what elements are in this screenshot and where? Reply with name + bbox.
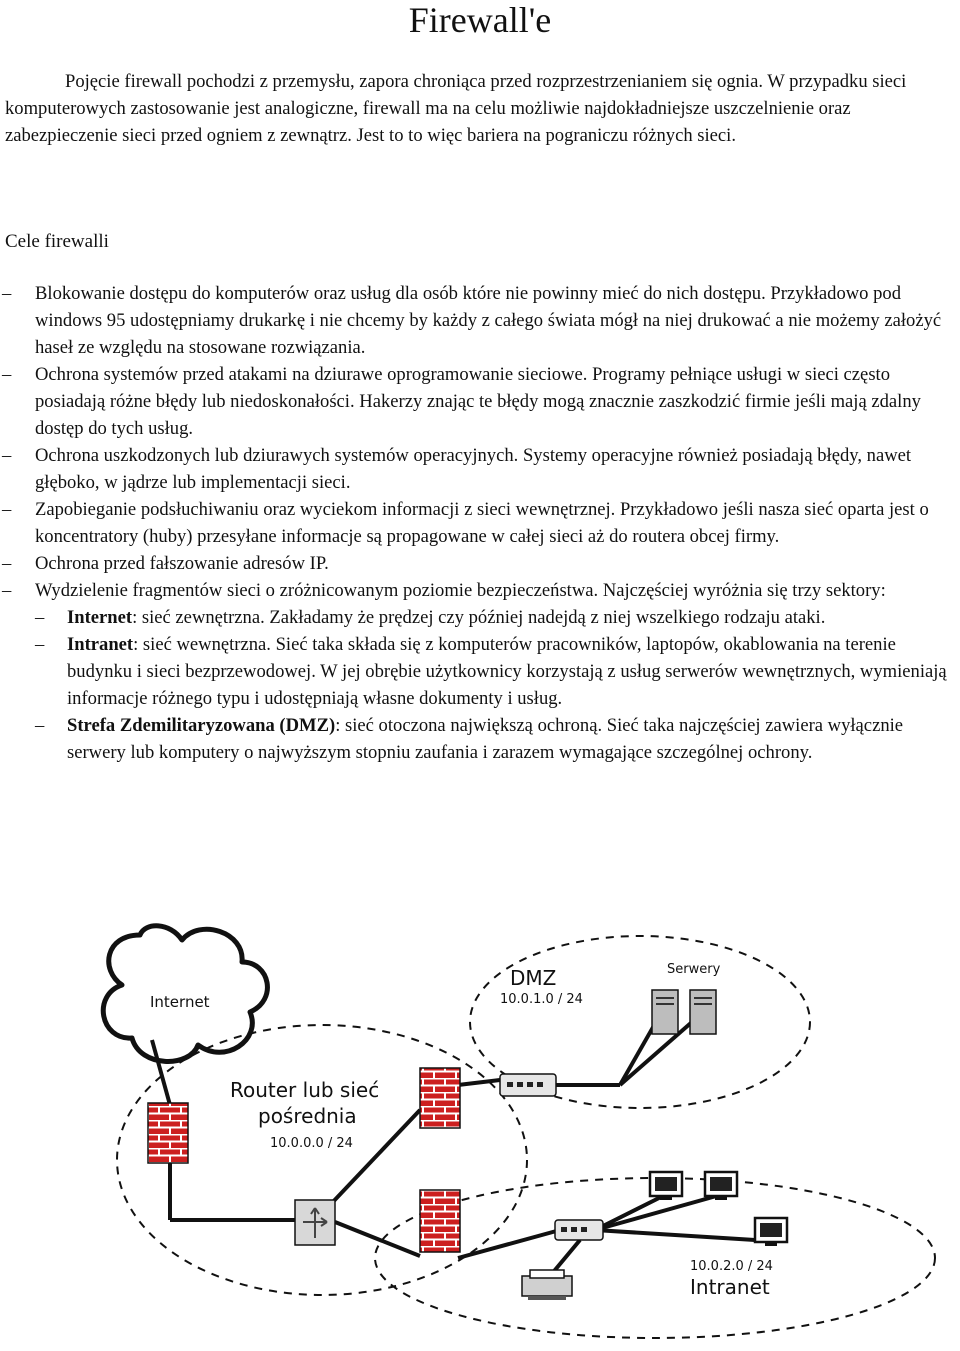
sector-desc: : sieć otoczona największą ochroną. Sieć taka najczęściej zawiera wyłącznie serwery lub komputery o najwyższym stopniu zaufania i zarazem wymagające szczególnej ochrony. — [67, 715, 904, 763]
goal-text: Ochrona uszkodzonych lub dziurawych systemów operacyjnych. Systemy operacyjne również posiadają błędy, nawet głęboko, w jądrze lub implementacji sieci. — [35, 445, 912, 493]
sector-desc: : sieć zewnętrzna. Zakładamy że prędzej czy później nadejdą z niej wszelkiego rodzaju ataki. — [132, 607, 826, 628]
computer-icon — [650, 1172, 682, 1200]
printer-icon — [522, 1270, 572, 1300]
computer-icon — [755, 1218, 787, 1246]
sectors-list — [35, 604, 957, 766]
sector-item-dmz — [35, 712, 957, 766]
firewall-icon — [420, 1068, 460, 1128]
goal-text: Blokowanie dostępu do komputerów oraz usług dla osób które nie powinny mieć do nich dostępu. Przykładowo pod windows 95 udostępniamy drukarkę i nie chcemy by każdy z całego świata mógł na niej drukować a nie możemy założyć haseł ze względu na stosowane rozwiązania. — [35, 283, 942, 358]
sector-item-internet — [35, 604, 957, 631]
list-item — [0, 496, 960, 550]
dmz-switch-icon — [500, 1074, 556, 1096]
servers-label: Serwery — [667, 962, 721, 977]
dash-bullet: – — [2, 445, 12, 466]
router-label-line1: Router lub sieć — [230, 1078, 380, 1102]
page-title: Firewall'e — [408, 0, 552, 40]
dmz-label: DMZ — [510, 966, 557, 990]
dash-bullet: – — [35, 715, 45, 736]
goal-text: Wydzielenie fragmentów sieci o zróżnicowanym poziomie bezpieczeństwa. Najczęściej wyróżnia się trzy sektory: — [35, 580, 886, 601]
sector-item-intranet — [35, 631, 957, 712]
dash-bullet: – — [2, 499, 12, 520]
server-icon — [652, 990, 678, 1034]
goal-text: Ochrona przed fałszowanie adresów IP. — [35, 553, 329, 574]
dash-bullet: – — [2, 364, 12, 385]
router-label-line2: pośrednia — [258, 1104, 357, 1128]
list-item — [0, 577, 960, 766]
firewall-icon — [148, 1103, 188, 1163]
intranet-switch-icon — [555, 1220, 603, 1240]
dash-bullet: – — [35, 634, 45, 655]
sector-name: Internet — [67, 607, 133, 628]
list-item — [0, 550, 960, 577]
sector-name: Strefa Zdemilitaryzowana (DMZ) — [67, 715, 336, 736]
dash-bullet: – — [2, 283, 12, 304]
server-icon — [690, 990, 716, 1034]
goals-heading: Cele firewalli — [5, 231, 109, 252]
computer-icon — [705, 1172, 737, 1200]
dash-bullet: – — [35, 607, 45, 628]
goal-text: Zapobieganie podsłuchiwaniu oraz wyciekom informacji z sieci wewnętrznej. Przykładowo jeśli nasza sieć oparta jest o koncentratory (huby) przesyłane informacje są propagowane w całej sieci aż do routera obcej firmy. — [35, 499, 929, 547]
router-network-address: 10.0.0.0 / 24 — [270, 1136, 353, 1151]
goals-list — [0, 280, 960, 766]
router-icon — [295, 1200, 335, 1245]
list-item — [0, 361, 960, 442]
intranet-label: Intranet — [690, 1275, 770, 1299]
dash-bullet: – — [2, 580, 12, 601]
firewall-icon — [420, 1190, 460, 1252]
list-item — [0, 442, 960, 496]
sector-name: Intranet — [67, 634, 134, 655]
dash-bullet: – — [2, 553, 12, 574]
intranet-network-address: 10.0.2.0 / 24 — [690, 1259, 773, 1274]
internet-label: Internet — [150, 993, 210, 1011]
goal-text: Ochrona systemów przed atakami na dziurawe oprogramowanie sieciowe. Programy pełniące usługi w sieci często posiadają różne błędy lub niedoskonałości. Hakerzy znając te błędy mogą znacznie zaszkodzić firmie jeśli mają zdalny dostęp do tych usług. — [35, 364, 921, 439]
network-diagram — [0, 905, 960, 1351]
intro-paragraph: Pojęcie firewall pochodzi z przemysłu, zapora chroniąca przed rozprzestrzenianiem się ognia. W przypadku sieci komputerowych zastosowanie jest analogiczne, firewall ma na celu możliwie najdokładniejsze uszczelnienie oraz zabezpieczenie sieci przed ogniem z zewnątrz. Jest to to więc bariera na pograniczu różnych sieci. — [5, 71, 907, 146]
sector-desc: : sieć wewnętrzna. Sieć taka składa się z komputerów pracowników, laptopów, okablowania na terenie budynku i sieci bezprzewodowej. W jej obrębie użytkownicy korzystają z usług serwerów wewnętrznych, wymieniają informacje różnego typu i udostępniają własne dokumenty i usług. — [67, 634, 947, 709]
dmz-network-address: 10.0.1.0 / 24 — [500, 992, 583, 1007]
list-item — [0, 280, 960, 361]
